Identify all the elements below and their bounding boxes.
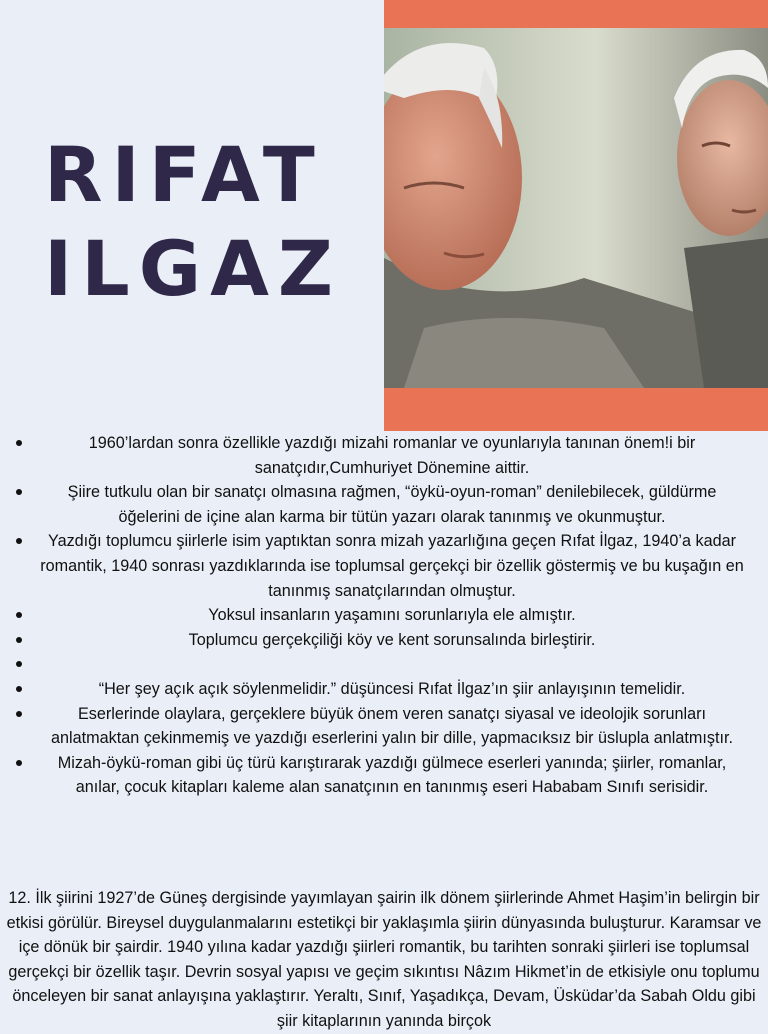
- list-item: 1960’lardan sonra özellikle yazdığı mizahi romanlar ve oyunlarıyla tanınan önem!i bir sanatçıdır,Cumhuriyet Dönemine aittir.: [0, 431, 768, 480]
- list-item: Mizah-öykü-roman gibi üç türü karıştırarak yazdığı gülmece eserleri yanında; şiirler, romanlar, anılar, çocuk kitapları kaleme alan sanatçının en tanınmış eseri Hababam Sınıfı serisidir.: [0, 751, 768, 800]
- page-title: [44, 128, 342, 316]
- list-item: Toplumcu gerçekçiliği köy ve kent sorunsalında birleştirir.: [0, 628, 768, 653]
- list-item: Şiire tutkulu olan bir sanatçı olmasına rağmen, “öykü-oyun-roman” denilebilecek, güldürme öğelerini de içine alan karma bir tütün yazarı olarak tanınmış ve okunmuştur.: [0, 480, 768, 529]
- portrait-illustration: [384, 28, 768, 388]
- info-bullet-list: [0, 431, 768, 800]
- list-item-empty: [0, 652, 768, 677]
- portrait-photo: [384, 28, 768, 388]
- title-line-first: RIFAT: [44, 130, 324, 219]
- photo-frame: [384, 0, 768, 431]
- list-item: Yazdığı toplumcu şiirlerle isim yaptıktan sonra mizah yazarlığına geçen Rıfat İlgaz, 1940’a kadar romantik, 1940 sonrası yazdıklarında ise toplumsal gerçekçi bir özellik göstermiş ve bu kuşağın en tanınmış sanatçılarından olmuştur.: [0, 529, 768, 603]
- biography-paragraph: 12. İlk şiirini 1927’de Güneş dergisinde yayımlayan şairin ilk dönem şiirlerinde Ahmet Haşim’in belirgin bir etkisi görülür. Bireysel duygulanmalarını estetikçi bir yaklaşımla şiirin dünyasında buluşturur. Karamsar ve içe dönük bir şairdir. 1940 yılına kadar yazdığı şiirleri romantik, bu tarihten sonraki şiirleri ise toplumsal gerçekçi bir özellik taşır. Devrin sosyal yapısı ve geçim sıkıntısı Nâzım Hikmet’in de etkisiyle onu toplumu önceleyen bir sanat anlayışına yaklaştırır. Yeraltı, Sınıf, Yaşadıkça, Devam, Üsküdar’da Sabah Oldu gibi şiir kitaplarının yanında birçok: [6, 889, 762, 1030]
- list-item: “Her şey açık açık söylenmelidir.” düşüncesi Rıfat İlgaz’ın şiir anlayışının temelidir.: [0, 677, 768, 702]
- title-line-last: ILGAZ: [44, 224, 343, 313]
- list-item: Yoksul insanların yaşamını sorunlarıyla ele almıştır.: [0, 603, 768, 628]
- list-item: Eserlerinde olaylara, gerçeklere büyük önem veren sanatçı siyasal ve ideolojik sorunları anlatmaktan çekinmemiş ve yazdığı eserlerini yalın bir dille, yapmacıksız bir üslupla anlatmıştır.: [0, 702, 768, 751]
